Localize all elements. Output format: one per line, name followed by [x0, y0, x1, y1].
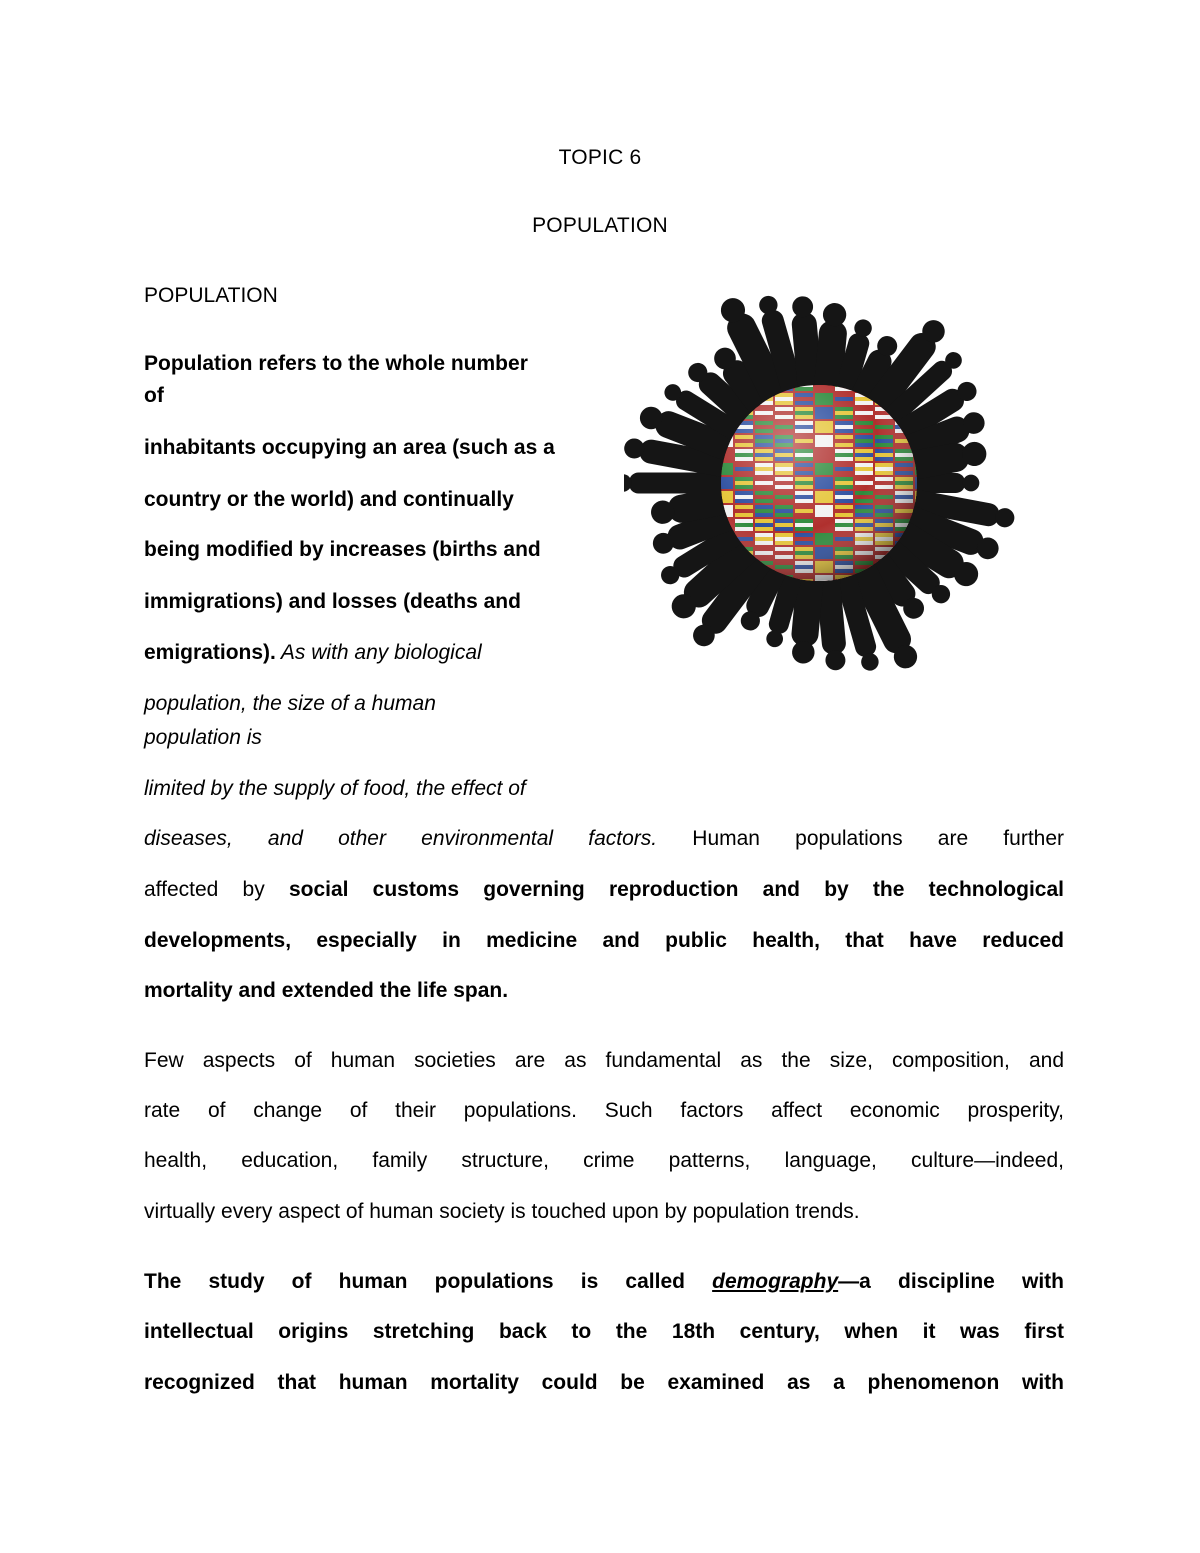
text-line: population is [144, 726, 262, 749]
text-line: limited by the supply of food, the effect of [144, 777, 526, 800]
normal-run: affected by [144, 878, 289, 901]
text-line: of [144, 384, 164, 407]
text-line [144, 827, 1064, 851]
text-line: country or the world) and continually [144, 488, 514, 511]
text-line [144, 641, 482, 665]
text-line [144, 878, 1064, 902]
italic-run: As with any biological [275, 641, 482, 664]
topic-label: TOPIC 6 [558, 146, 642, 169]
term-demography: demography [712, 1270, 839, 1293]
globe-of-flags-with-people-silhouettes-icon [624, 258, 1044, 698]
text-line: population, the size of a human [144, 692, 436, 715]
bold-run: —a discipline with [838, 1270, 1064, 1293]
bold-run: The study of human populations is called [144, 1270, 713, 1293]
text-line: developments, especially in medicine and public health, that have reduced [144, 929, 1064, 952]
section-heading: POPULATION [144, 284, 278, 307]
text-line: mortality and extended the life span. [144, 979, 509, 1002]
text-line: Few aspects of human societies are as fundamental as the size, composition, and [144, 1049, 1064, 1072]
normal-run: Human populations are further [657, 827, 1064, 850]
text-line: intellectual origins stretching back to the 18th century, when it was first [144, 1320, 1064, 1343]
text-line: recognized that human mortality could be examined as a phenomenon with [144, 1371, 1064, 1394]
text-line: being modified by increases (births and [144, 538, 541, 561]
text-line: virtually every aspect of human society is touched upon by population trends. [144, 1200, 860, 1223]
text-line: inhabitants occupying an area (such as a [144, 436, 555, 459]
italic-run: diseases, and other environmental factors. [144, 827, 658, 850]
page-title: POPULATION [532, 214, 668, 237]
text-line: health, education, family structure, crime patterns, language, culture—indeed, [144, 1149, 1064, 1172]
text-line: rate of change of their populations. Such factors affect economic prosperity, [144, 1099, 1064, 1122]
bold-run: emigrations). [144, 641, 276, 664]
bold-run: social customs governing reproduction and by the technological [288, 878, 1064, 901]
text-line: immigrations) and losses (deaths and [144, 590, 521, 613]
text-line [144, 1270, 1064, 1294]
text-line: Population refers to the whole number [144, 352, 528, 375]
